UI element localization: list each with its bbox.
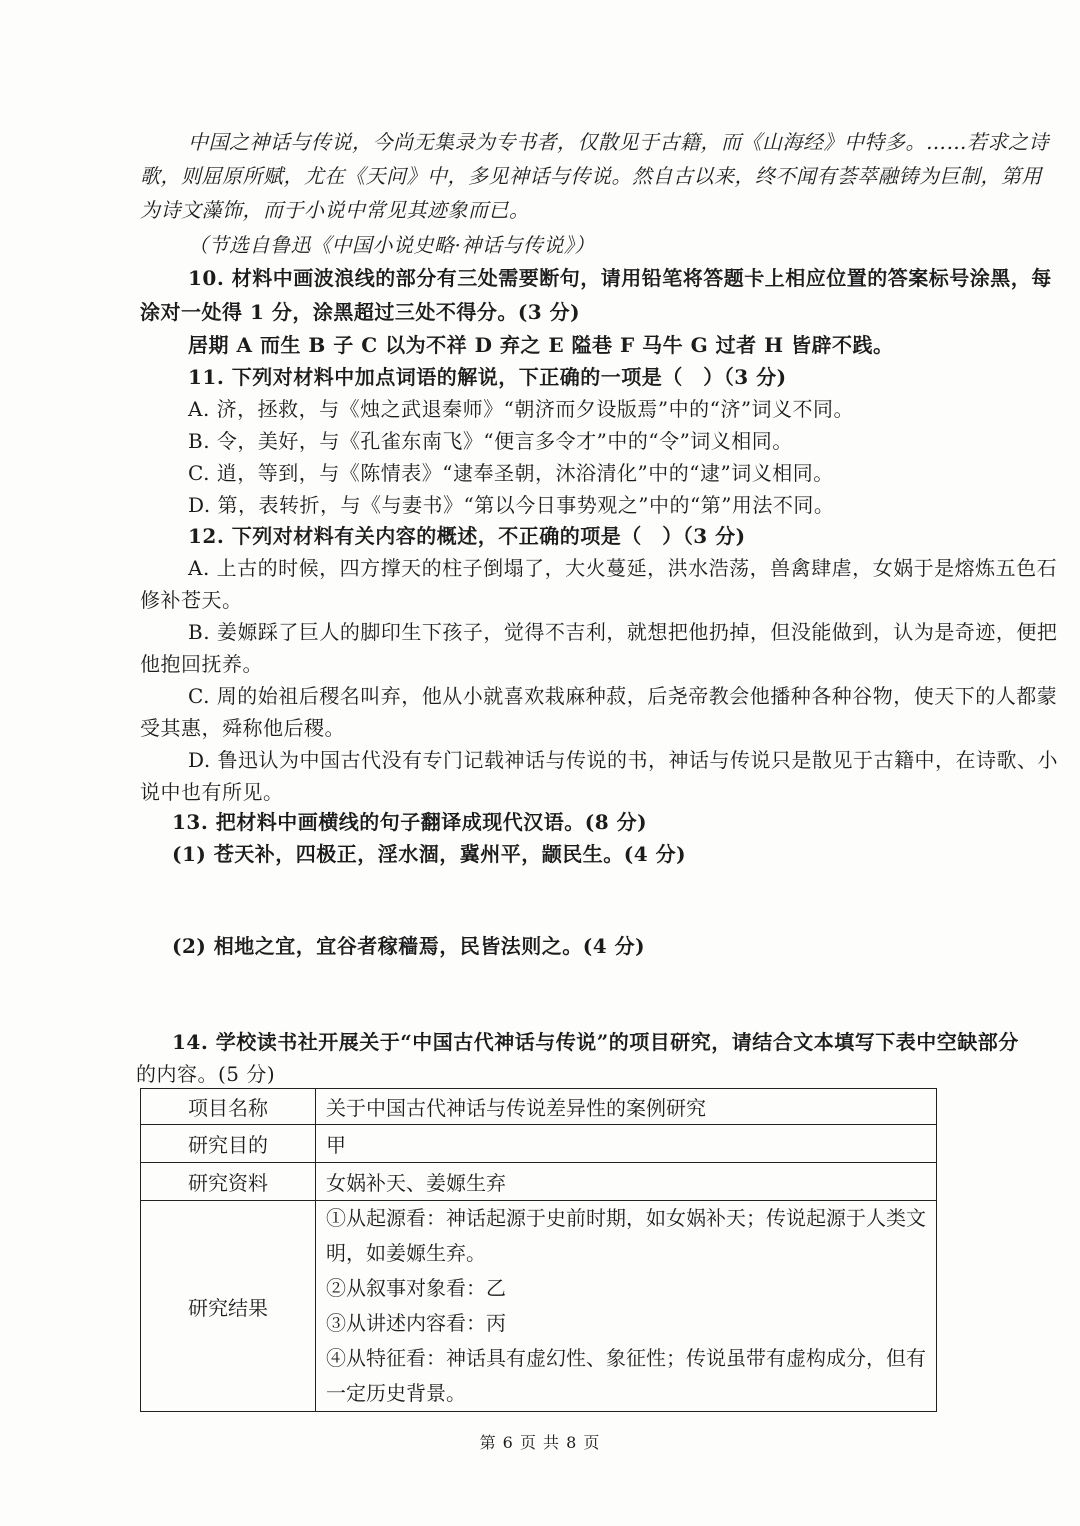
passage-source: （节选自鲁迅《中国小说史略·神话与传说》） xyxy=(188,233,595,257)
q11-stem: 11. 下列对材料中加点词语的解说，下正确的一项是（ ）（3 分) xyxy=(188,365,787,389)
table-row xyxy=(141,1201,937,1412)
q10-stem-line1: 10. 材料中画波浪线的部分有三处需要断句，请用铅笔将答题卡上相应位置的答案标号涂黑，每 xyxy=(188,266,1052,290)
table-row xyxy=(141,1089,937,1125)
q14-stem-line2: 的内容。(5 分) xyxy=(136,1062,276,1086)
passage-line-3: 为诗文藻饰，而于小说中常见其迹象而已。 xyxy=(140,198,530,222)
q13-sub2: (2) 相地之宜，宜谷者稼穑焉，民皆法则之。(4 分) xyxy=(172,934,646,958)
result-line-1: ①从起源看：神话起源于史前时期，如女娲补天；传说起源于人类文 xyxy=(326,1206,926,1230)
q12-option-b-line2: 他抱回抚养。 xyxy=(140,652,263,676)
q12-option-d-line2: 说中也有所见。 xyxy=(140,780,284,804)
q12-option-a-line1: A. 上古的时候，四方撑天的柱子倒塌了，大火蔓延，洪水浩荡，兽禽肆虐，女娲于是熔炼五色石 xyxy=(188,556,1058,580)
result-line-6: 一定历史背景。 xyxy=(326,1381,466,1405)
research-purpose-label: 研究目的 xyxy=(141,1125,316,1163)
result-line-5: ④从特征看：神话具有虚幻性、象征性；传说虽带有虚构成分，但有 xyxy=(326,1346,926,1370)
research-purpose-value: 甲 xyxy=(316,1125,937,1163)
q11-option-c: C. 逍，等到，与《陈情表》“逮奉圣朝，沐浴清化”中的“逮”词义相同。 xyxy=(188,461,834,485)
q12-option-c-line1: C. 周的始祖后稷名叫弃，他从小就喜欢栽麻种菽，后尧帝教会他播种各种谷物，使天下的人都蒙 xyxy=(188,684,1058,708)
table-row xyxy=(141,1125,937,1163)
q11-option-b: B. 令，美好，与《孔雀东南飞》“便言多令才”中的“令”词义相同。 xyxy=(188,429,793,453)
research-result-label: 研究结果 xyxy=(141,1201,316,1412)
q12-stem: 12. 下列对材料有关内容的概述，不正确的项是（ ）（3 分) xyxy=(188,524,746,548)
research-material-value: 女娲补天、姜嫄生弃 xyxy=(316,1163,937,1201)
q12-option-c-line2: 受其惠，舜称他后稷。 xyxy=(140,716,345,740)
q11-option-a: A. 济，拯救，与《烛之武退秦师》“朝济而夕设版焉”中的“济”词义不同。 xyxy=(188,397,855,421)
project-table xyxy=(140,1088,937,1412)
research-material-label: 研究资料 xyxy=(141,1163,316,1201)
project-name-label: 项目名称 xyxy=(141,1089,316,1125)
q12-option-b-line1: B. 姜嫄踩了巨人的脚印生下孩子，觉得不吉利，就想把他扔掉，但没能做到，认为是奇迹，便把 xyxy=(188,620,1058,644)
q10-stem-line2: 涂对一处得 1 分，涂黑超过三处不得分。(3 分) xyxy=(140,300,581,324)
q10-text: 居期 A 而生 B 子 C 以为不祥 D 弃之 E 隘巷 F 马牛 G 过者 H 皆辟不践。 xyxy=(188,333,894,357)
q14-stem-line1: 14. 学校读书社开展关于“中国古代神话与传说”的项目研究，请结合文本填写下表中空缺部分 xyxy=(172,1030,1019,1054)
passage-line-1: 中国之神话与传说，今尚无集录为专书者，仅散见于古籍，而《山海经》中特多。……若求之诗 xyxy=(188,130,1049,154)
result-line-4: ③从讲述内容看：丙 xyxy=(326,1311,506,1335)
page-footer: 第 6 页 共 8 页 xyxy=(479,1433,601,1452)
table-row xyxy=(141,1163,937,1201)
result-line-3: ②从叙事对象看：乙 xyxy=(326,1276,506,1300)
project-name-value: 关于中国古代神话与传说差异性的案例研究 xyxy=(316,1089,937,1125)
result-line-2: 明，如姜嫄生弃。 xyxy=(326,1241,486,1265)
q13-sub1: (1) 苍天补，四极正，淫水涸，冀州平，颛民生。(4 分) xyxy=(172,842,687,866)
research-result-cell xyxy=(316,1201,937,1412)
q12-option-a-line2: 修补苍天。 xyxy=(140,588,243,612)
passage-line-2: 歌，则屈原所赋，尤在《天问》中，多见神话与传说。然自古以来，终不闻有荟萃融铸为巨制，第用 xyxy=(140,164,1042,188)
q13-stem: 13. 把材料中画横线的句子翻译成现代汉语。(8 分) xyxy=(172,810,648,834)
q12-option-d-line1: D. 鲁迅认为中国古代没有专门记载神话与传说的书，神话与传说只是散见于古籍中，在诗歌、小 xyxy=(188,748,1059,772)
q11-option-d: D. 第，表转折，与《与妻书》“第以今日事势观之”中的“第”用法不同。 xyxy=(188,493,835,517)
